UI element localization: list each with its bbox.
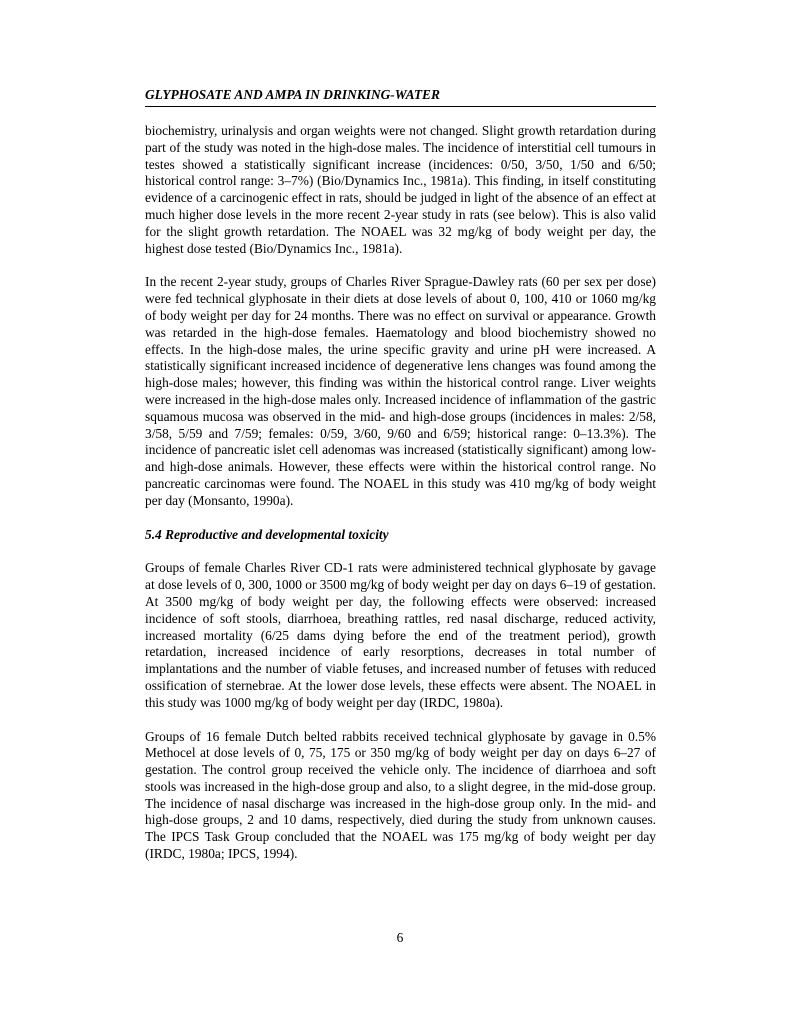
paragraph-rabbit-developmental-study: Groups of 16 female Dutch belted rabbits received technical glyphosate by gavage in 0.5% Methocel at dose levels of 0, 75, 175 or 350 mg/kg of body weight per day on days 6–27 of gestation. The control group received the vehicle only. The incidence of diarrhoea and soft stools was increased in the high-dose group and also, to a slight degree, in the mid-dose group. The incidence of nasal discharge was increased in the high-dose group only. In the mid- and high-dose groups, 2 and 10 dams, respectively, died during the study from unknown causes. The IPCS Task Group concluded that the NOAEL was 175 mg/kg of body weight per day (IRDC, 1980a; IPCS, 1994). [145, 728, 656, 862]
paragraph-lifetime-study-continued: biochemistry, urinalysis and organ weights were not changed. Slight growth retardation during part of the study was noted in the high-dose males. The incidence of interstitial cell tumours in testes showed a statistically significant increase (incidences: 0/50, 3/50, 1/50 and 6/50; historical control range: 3–7%) (Bio/Dynamics Inc., 1981a). This finding, in itself constituting evidence of a carcinogenic effect in rats, should be judged in light of the absence of an effect at much higher dose levels in the more recent 2-year study in rats (see below). This is also valid for the slight growth retardation. The NOAEL was 32 mg/kg of body weight per day, the highest dose tested (Bio/Dynamics Inc., 1981a). [145, 123, 656, 256]
running-header-title: GLYPHOSATE AND AMPA IN DRINKING-WATER [145, 86, 656, 107]
document-page [145, 86, 656, 880]
paragraph-rat-developmental-study: Groups of female Charles River CD-1 rats were administered technical glyphosate by gavage at dose levels of 0, 300, 1000 or 3500 mg/kg of body weight per day on days 6–19 of gestation. At 3500 mg/kg of body weight per day, the following effects were observed: increased incidence of soft stools, diarrhoea, breathing rattles, red nasal discharge, reduced activity, increased mortality (6/25 dams dying before the end of the treatment period), growth retardation, increased incidence of early resorptions, decreases in total number of implantations and the number of viable fetuses, and increased number of fetuses with reduced ossification of sternebrae. At the lower dose levels, these effects were absent. The NOAEL in this study was 1000 mg/kg of body weight per day (IRDC, 1980a). [145, 560, 656, 710]
page-number: 6 [396, 930, 404, 945]
section-heading-reproductive-toxicity: 5.4 Reproductive and developmental toxicity [145, 526, 389, 542]
paragraph-two-year-rat-study: In the recent 2-year study, groups of Charles River Sprague-Dawley rats (60 per sex per dose) were fed technical glyphosate in their diets at dose levels of about 0, 100, 410 or 1060 mg/kg of body weight per day for 24 months. There was no effect on survival or appearance. Growth was retarded in the high-dose females. Haematology and blood biochemistry showed no effects. In the high-dose males, the urine specific gravity and urine pH were increased. A statistically significant increased incidence of degenerative lens changes was found among the high-dose males; however, this finding was within the historical control range. Liver weights were increased in the high-dose males only. Increased incidence of inflammation of the gastric squamous mucosa was observed in the mid- and high-dose groups (incidences in males: 2/58, 3/58, 5/59 and 7/59; females: 0/59, 3/60, 9/60 and 6/59; historical range: 0–13.3%). The incidence of pancreatic islet cell adenomas was increased (statistically significant) among low- and high-dose animals. However, these effects were within the historical control range. No pancreatic carcinomas were found. The NOAEL in this study was 410 mg/kg of body weight per day (Monsanto, 1990a). [145, 274, 656, 508]
